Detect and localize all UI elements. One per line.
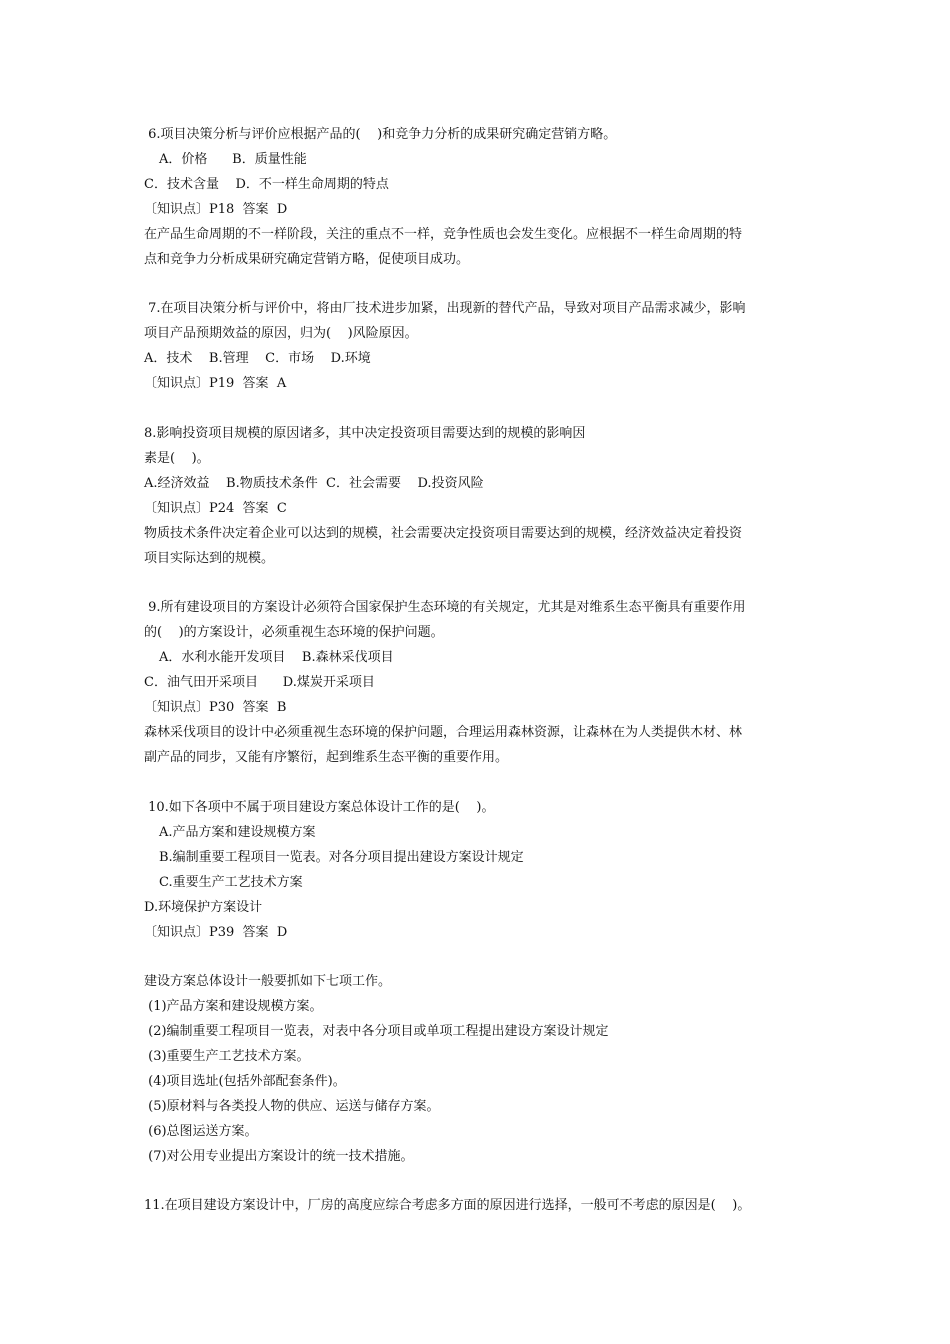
question-9-stem-2: 的( )的方案设计，必须重视生态环境的保护问题。 — [144, 625, 444, 640]
question-9-explanation-1: 森林采伐项目的设计中必须重视生态环境的保护问题，合理运用森林资源，让森林在为人类提供木材、林 — [144, 725, 743, 740]
question-10-knowledge: 〔知识点〕P39 答案 D — [144, 925, 288, 940]
question-6-knowledge: 〔知识点〕P18 答案 D — [144, 202, 288, 217]
question-10-explanation-item-4: (4)项目选址(包括外部配套条件)。 — [144, 1074, 346, 1089]
question-7-options: A．技术 B.管理 C．市场 D.环境 — [144, 351, 371, 366]
question-6-options-ab: A．价格 B．质量性能 — [159, 152, 307, 167]
question-10-option-c: C.重要生产工艺技术方案 — [159, 875, 303, 890]
question-6-stem: 6.项目决策分析与评价应根据产品的( )和竞争力分析的成果研究确定营销方略。 — [144, 127, 617, 142]
question-10-explanation-item-7: (7)对公用专业提出方案设计的统一技术措施。 — [144, 1149, 414, 1164]
question-10-explanation-item-1: (1)产品方案和建设规模方案。 — [144, 999, 323, 1014]
question-10-explanation-intro: 建设方案总体设计一般要抓如下七项工作。 — [144, 974, 392, 989]
question-9-knowledge: 〔知识点〕P30 答案 B — [144, 700, 287, 715]
question-7-stem-2: 项目产品预期效益的原因，归为( )风险原因。 — [144, 326, 418, 341]
question-11-stem: 11.在项目建设方案设计中，厂房的高度应综合考虑多方面的原因进行选择，一般可不考虑的原因是( )。 — [144, 1198, 751, 1213]
question-9-options-ab: A．水利水能开发项目 B.森林采伐项目 — [159, 650, 394, 665]
question-9-options-cd: C．油气田开采项目 D.煤炭开采项目 — [144, 675, 375, 690]
question-8-options: A.经济效益 B.物质技术条件 C．社会需要 D.投资风险 — [144, 476, 484, 491]
question-10-explanation-item-5: (5)原材料与各类投人物的供应、运送与储存方案。 — [144, 1099, 440, 1114]
question-6-explanation-2: 点和竞争力分析成果研究确定营销方略，促使项目成功。 — [144, 252, 470, 267]
question-6-options-cd: C．技术含量 D．不一样生命周期的特点 — [144, 177, 389, 192]
question-9-explanation-2: 副产品的同步，又能有序繁衍，起到维系生态平衡的重要作用。 — [144, 750, 509, 765]
question-10-explanation-item-6: (6)总图运送方案。 — [144, 1124, 258, 1139]
question-8-stem-1: 8.影响投资项目规模的原因诸多，其中决定投资项目需要达到的规模的影响因 — [144, 426, 586, 441]
question-10-explanation-item-3: (3)重要生产工艺技术方案。 — [144, 1049, 310, 1064]
question-7-knowledge: 〔知识点〕P19 答案 A — [144, 376, 287, 391]
question-8-explanation-2: 项目实际达到的规模。 — [144, 551, 275, 566]
question-7-stem-1: 7.在项目决策分析与评价中，将由厂技术进步加紧，出现新的替代产品，导致对项目产品需求减少，影响 — [144, 301, 746, 316]
question-8-knowledge: 〔知识点〕P24 答案 C — [144, 501, 287, 516]
question-10-option-a: A.产品方案和建设规模方案 — [159, 825, 316, 840]
question-10-stem: 10.如下各项中不属于项目建设方案总体设计工作的是( )。 — [144, 800, 495, 815]
question-8-explanation-1: 物质技术条件决定着企业可以达到的规模，社会需要决定投资项目需要达到的规模，经济效益决定着投资 — [144, 526, 743, 541]
question-10-explanation-item-2: (2)编制重要工程项目一览表，对表中各分项目或单项工程提出建设方案设计规定 — [144, 1024, 609, 1039]
question-10-option-d: D.环境保护方案设计 — [144, 900, 263, 915]
question-8-stem-2: 素是( )。 — [144, 451, 210, 466]
question-10-option-b: B.编制重要工程项目一览表。对各分项目提出建设方案设计规定 — [159, 850, 524, 865]
question-6-explanation-1: 在产品生命周期的不一样阶段，关注的重点不一样，竞争性质也会发生变化。应根据不一样生命周期的特 — [144, 227, 743, 242]
question-9-stem-1: 9.所有建设项目的方案设计必须符合国家保护生态环境的有关规定，尤其是对维系生态平衡具有重要作用 — [144, 600, 746, 615]
